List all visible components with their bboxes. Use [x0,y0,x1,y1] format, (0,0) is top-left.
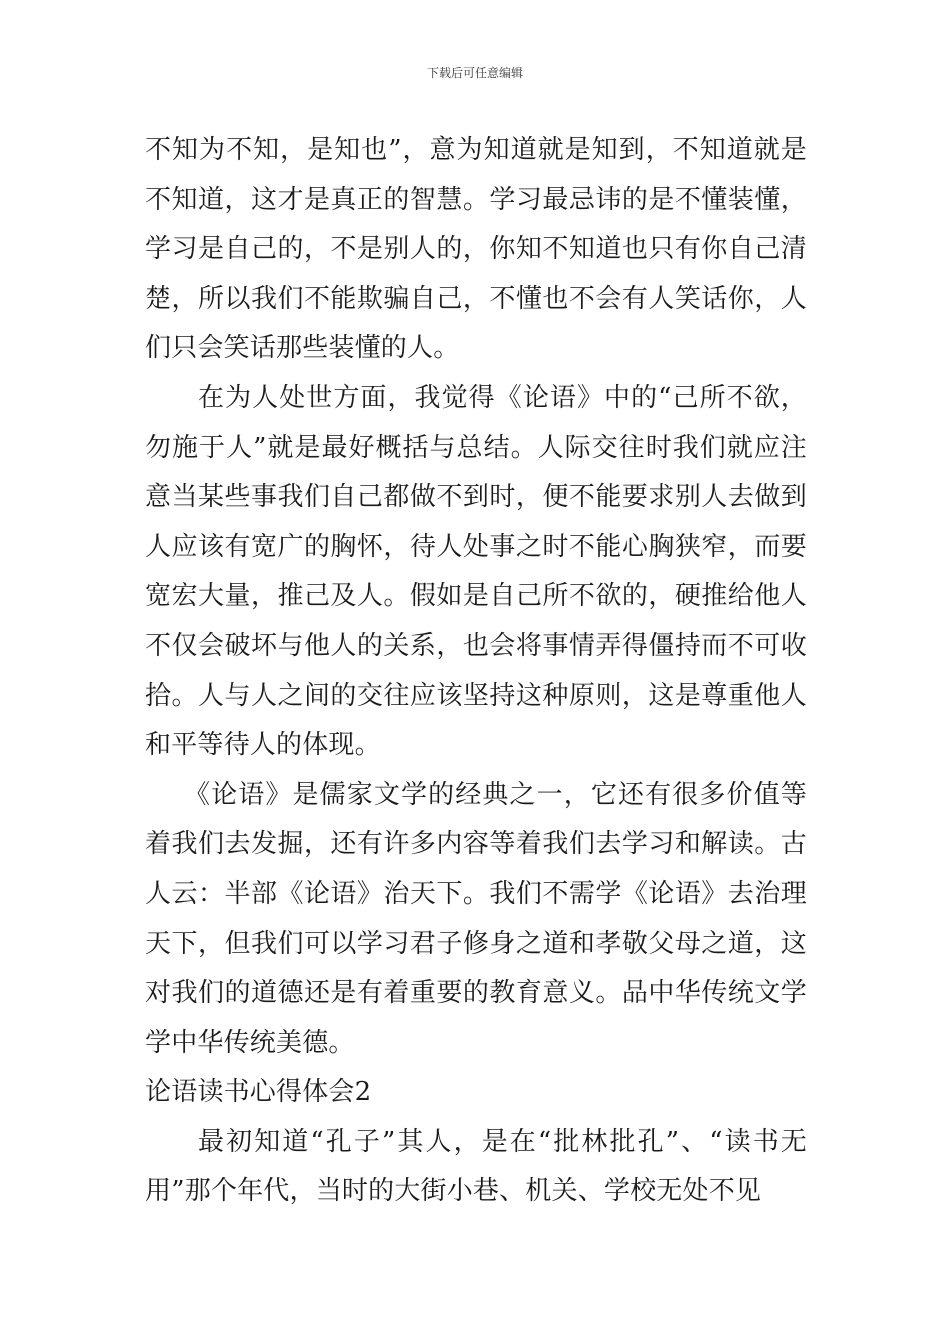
paragraph-2: 在为人处世方面，我觉得《论语》中的“己所不欲，勿施于人”就是最好概括与总结。人际交往时我们就应注意当某些事我们自己都做不到时，便不能要求别人去做到人应该有宽广的胸怀，待人处事之时不能心胸狭窄，而要宽宏大量，推己及人。假如是自己所不欲的，硬推给他人不仅会破坏与他人的关系，也会将事情弄得僵持而不可收拾。人与人之间的交往应该坚持这种原则，这是尊重他人和平等待人的体现。 [145,382,807,761]
section-heading: 论语读书心得体会2 [145,1077,372,1108]
paragraph-1: 不知为不知，是知也”，意为知道就是知到，不知道就是不知道，这才是真正的智慧。学习最忌讳的是不懂装懂，学习是自己的，不是别人的，你知不知道也只有你自己清楚，所以我们不能欺骗自己，不懂也不会有人笑话你，人们只会笑话那些装懂的人。 [145,135,807,364]
document-body [145,126,807,1217]
page-header: 下载后可任意编辑 [426,66,523,80]
paragraph-4: 最初知道“孔子”其人，是在“批林批孔”、“读书无用”那个年代，当时的大街小巷、机关、学校无处不见 [145,1126,807,1207]
paragraph-3: 《论语》是儒家文学的经典之一，它还有很多价值等着我们去发掘，还有许多内容等着我们去学习和解读。古人云：半部《论语》治天下。我们不需学《论语》去治理天下，但我们可以学习君子修身之道和孝敬父母之道，这对我们的道德还是有着重要的教育意义。品中华传统文学学中华传统美德。 [145,779,807,1058]
